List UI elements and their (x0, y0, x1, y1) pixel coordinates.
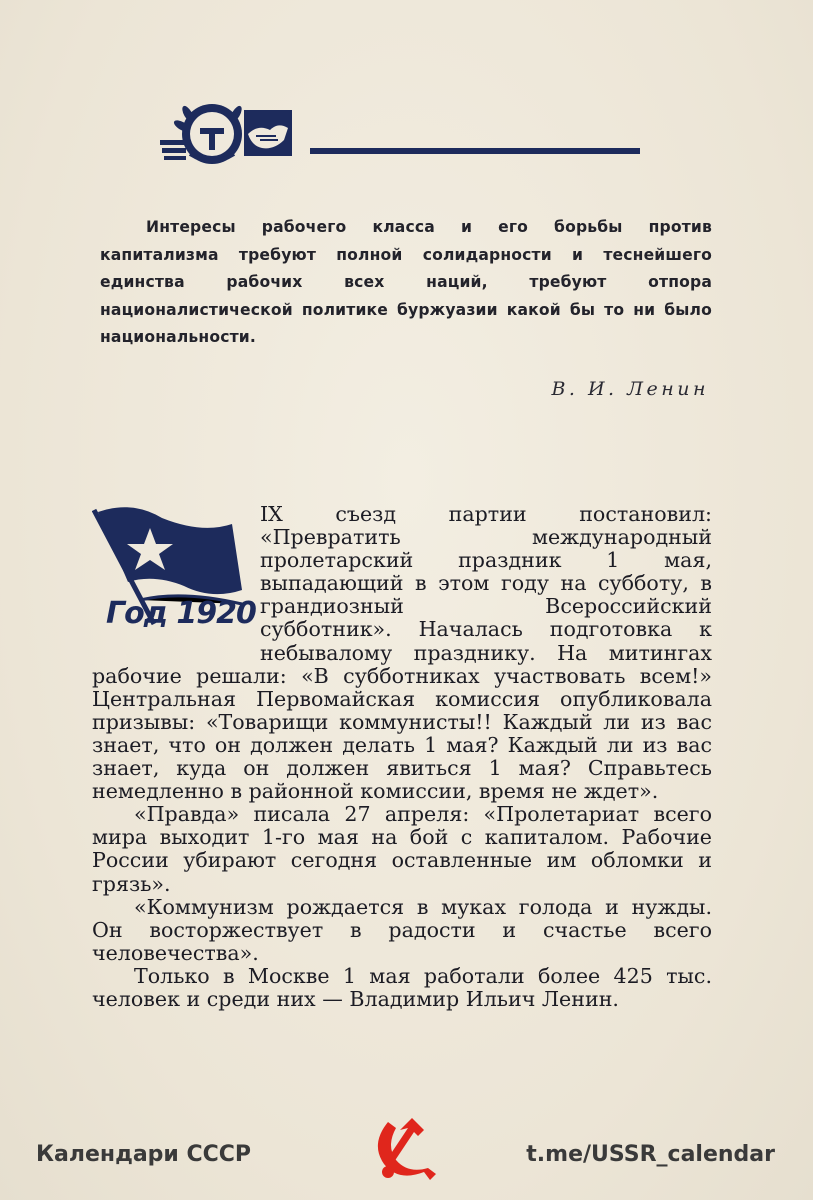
article-body (92, 503, 712, 1011)
lenin-quote (100, 214, 712, 352)
header-ornament (160, 92, 650, 172)
article-paragraph-3: «Коммунизм рождается в муках голода и нужды. Он восторжествует в радости и счастье всего человечества». (92, 894, 712, 965)
handshake-emblem-icon (160, 92, 650, 172)
footer-brand: Календари СССР (36, 1142, 252, 1167)
article-paragraph-1: IX съезд партии постановил: «Превратить международный пролетарский праздник 1 мая, выпадающий в этом году на субботу, в грандиозный Всероссийский субботник». Началась подготовка к небывалому празднику. На митингах рабочие решали: «В субботниках участвовать всем!» Центральная Первомайская комиссия опубликовала призывы: «Товарищи коммунисты!! Каждый ли из вас знает, что он должен делать 1 мая? Каждый ли из вас знает, куда он должен явиться 1 мая? Справьтесь немедленно в районной комиссии, время не ждет». (92, 502, 712, 804)
article-paragraph-4: Только в Москве 1 мая работали более 425 тыс. человек и среди них — Владимир Ильич Ленин. (92, 963, 712, 1011)
quote-text: Интересы рабочего класса и его борьбы против капитализма требуют полной солидарности и теснейшего единства рабочих всех наций, требуют отпора националистической политике буржуазии какой бы то ни было национальности. (100, 218, 712, 346)
article-paragraph-2: «Правда» писала 27 апреля: «Пролетариат всего мира выходит 1-го мая на бой с капиталом. Рабочие России убирают сегодня оставленные им обломки и грязь». (92, 802, 712, 896)
hammer-sickle-icon (366, 1110, 446, 1190)
quote-author: В. И. Ленин (551, 378, 709, 400)
footer-channel-link[interactable]: t.me/USSR_calendar (526, 1142, 775, 1167)
emblem-label: Год 1920 (106, 596, 256, 631)
